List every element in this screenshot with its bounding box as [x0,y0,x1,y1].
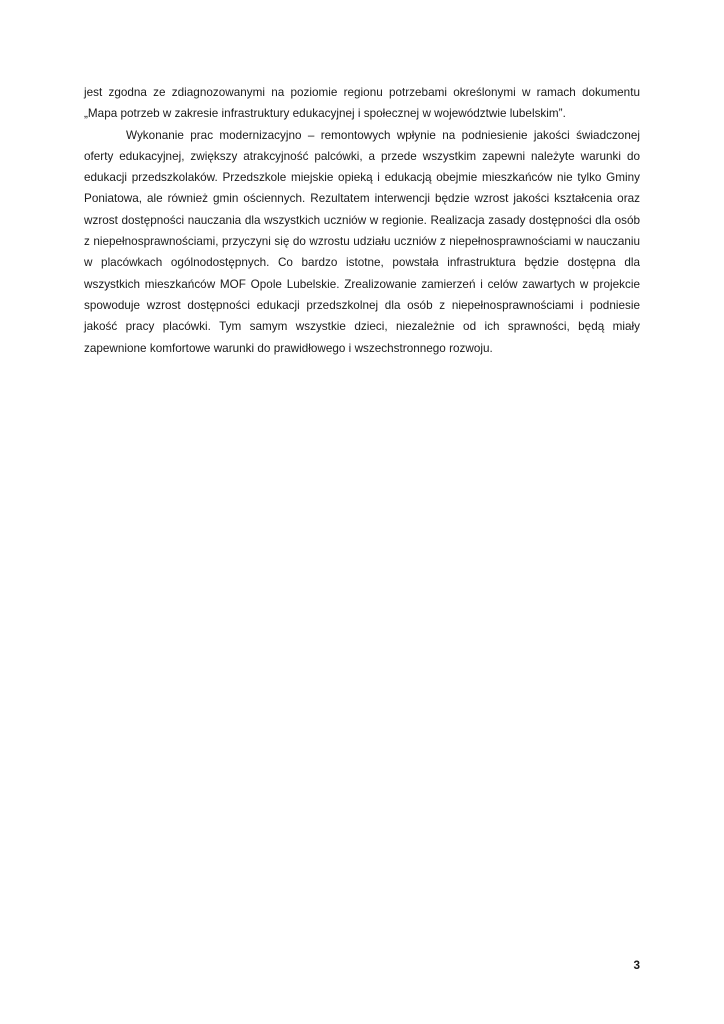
paragraph-2: Wykonanie prac modernizacyjno – remontowych wpłynie na podniesienie jakości świadczonej oferty edukacyjnej, zwiększy atrakcyjność palcówki, a przede wszystkim zapewni należyte warunki do edukacji przedszkolaków. Przedszkole miejskie opieką i edukacją obejmie mieszkańców nie tylko Gminy Poniatowa, ale również gmin ościennych. Rezultatem interwencji będzie wzrost jakości kształcenia oraz wzrost dostępności nauczania dla wszystkich uczniów w regionie. Realizacja zasady dostępności dla osób z niepełnosprawnościami, przyczyni się do wzrostu udziału uczniów z niepełnosprawnościami w nauczaniu w placówkach ogólnodostępnych. Co bardzo istotne, powstała infrastruktura będzie dostępna dla wszystkich mieszkańców MOF Opole Lubelskie. Zrealizowanie zamierzeń i celów zawartych w projekcie spowoduje wzrost dostępności edukacji przedszkolnej dla osób z niepełnosprawnościami i podniesie jakość pracy placówki. Tym samym wszystkie dzieci, niezależnie od ich sprawności, będą miały zapewnione komfortowe warunki do prawidłowego i wszechstronnego rozwoju. [84,128,640,355]
paragraph-1: jest zgodna ze zdiagnozowanymi na poziomie regionu potrzebami określonymi w ramach dokumentu „Mapa potrzeb w zakresie infrastruktury edukacyjnej i społecznej w województwie lubelskim”. [84,86,640,121]
page-number: 3 [633,959,640,973]
document-body [84,82,640,359]
